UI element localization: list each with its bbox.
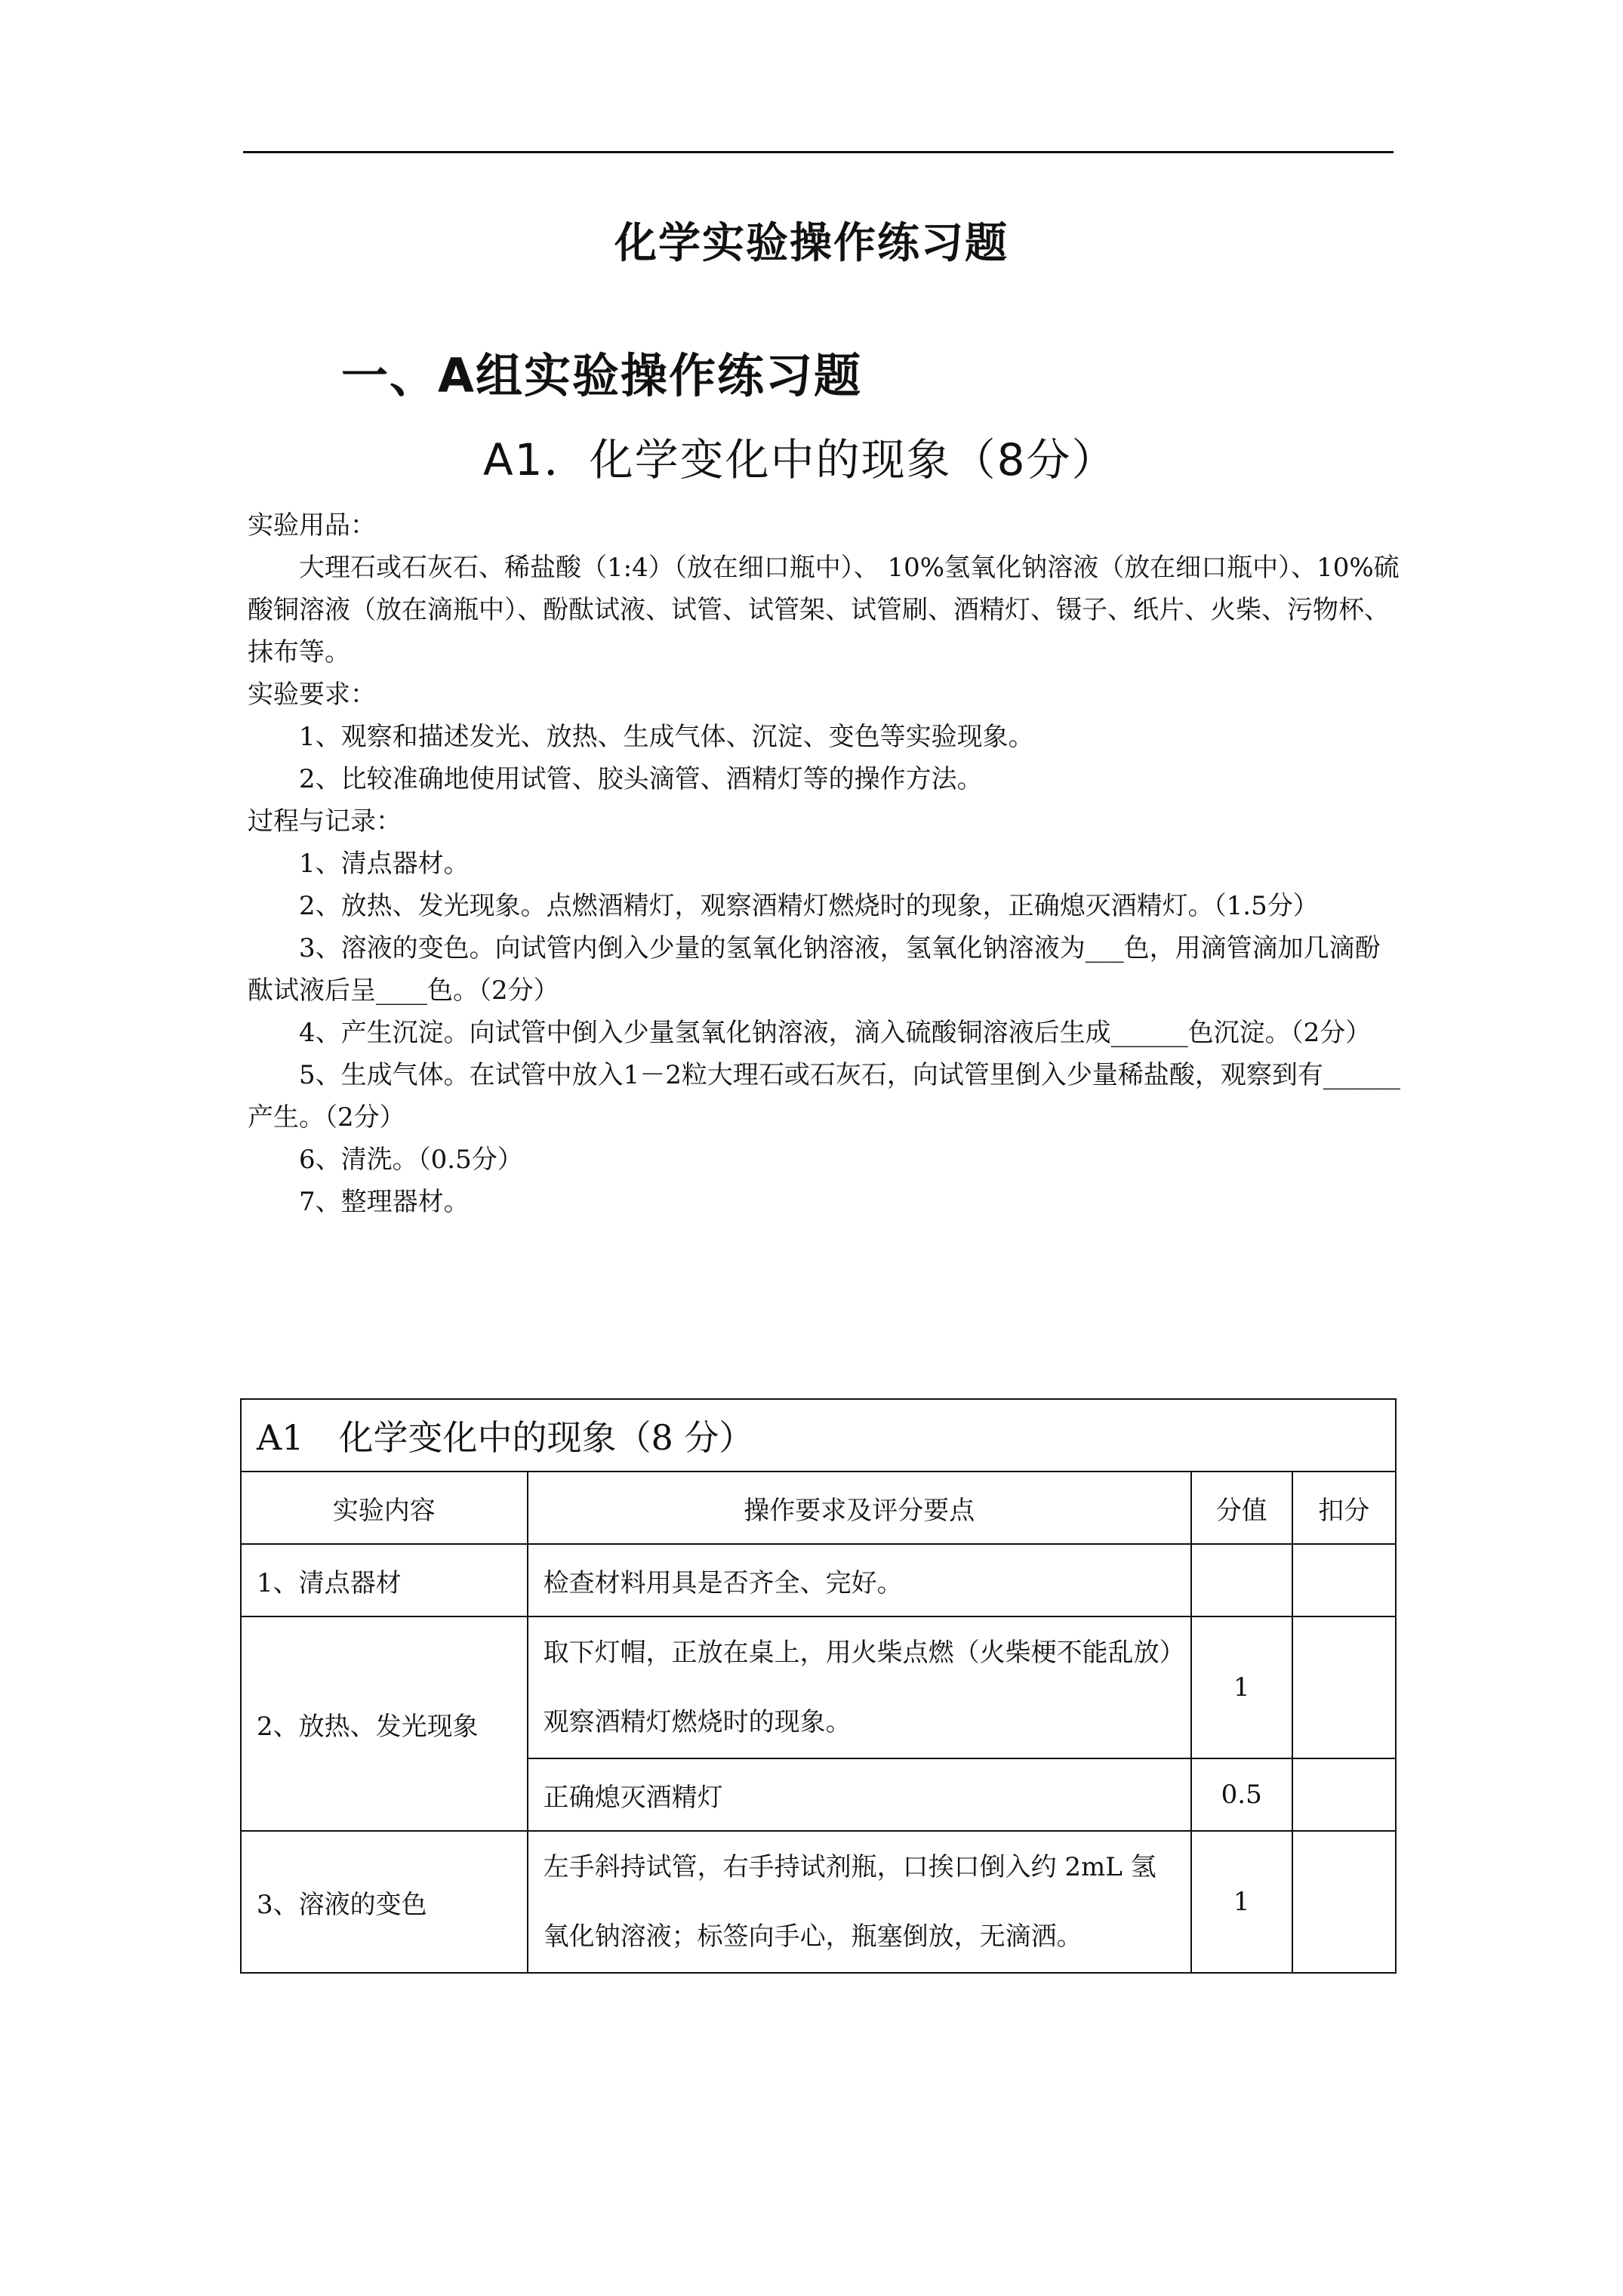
document-title: 化学实验操作练习题 xyxy=(614,219,1009,268)
row-deduct xyxy=(1292,1831,1396,1973)
header-rule xyxy=(243,151,1394,153)
process-item: 2、放热、发光现象。点燃酒精灯，观察酒精灯燃烧时的现象，正确熄灭酒精灯。（1.5分） xyxy=(299,891,1319,921)
process-item: 7、整理器材。 xyxy=(299,1187,470,1217)
table-row xyxy=(241,1544,1396,1616)
row-deduct xyxy=(1292,1616,1396,1758)
table-row xyxy=(241,1831,1396,1973)
requirement-item: 1、观察和描述发光、放热、生成气体、沉淀、变色等实验现象。 xyxy=(299,722,1034,752)
header-requirement: 操作要求及评分要点 xyxy=(528,1472,1191,1544)
row-deduct xyxy=(1292,1758,1396,1831)
scoring-table xyxy=(240,1398,1397,1974)
process-heading: 过程与记录： xyxy=(248,806,402,837)
process-item: 4、产生沉淀。向试管中倒入少量氢氧化钠溶液，滴入硫酸铜溶液后生成______色沉淀。（2分） xyxy=(299,1018,1372,1048)
row-requirement: 检查材料用具是否齐全、完好。 xyxy=(528,1544,1191,1616)
section-title: 一、A组实验操作练习题 xyxy=(341,348,862,403)
header-content: 实验内容 xyxy=(241,1472,528,1544)
row-score xyxy=(1191,1544,1292,1616)
row-requirement: 正确熄灭酒精灯 xyxy=(528,1758,1191,1831)
row-requirement: 取下灯帽，正放在桌上，用火柴点燃（火柴梗不能乱放）观察酒精灯燃烧时的现象。 xyxy=(528,1616,1191,1758)
row-requirement: 左手斜持试管，右手持试剂瓶，口挨口倒入约 2mL 氢氧化钠溶液；标签向手心，瓶塞倒放，无滴洒。 xyxy=(528,1831,1191,1973)
materials-text: 大理石或石灰石、稀盐酸（1:4）（放在细口瓶中）、 10%氢氧化钠溶液（放在细口瓶中）、10%硫酸铜溶液（放在滴瓶中）、酚酞试液、试管、试管架、试管刷、酒精灯、镊子、纸片、火柴、污物杯、抹布等。 xyxy=(248,553,1400,667)
header-score: 分值 xyxy=(1191,1472,1292,1544)
row-deduct xyxy=(1292,1544,1396,1616)
row-score: 0.5 xyxy=(1191,1758,1292,1831)
header-deduct: 扣分 xyxy=(1292,1472,1396,1544)
row-content: 2、放热、发光现象 xyxy=(241,1616,528,1831)
row-score: 1 xyxy=(1191,1831,1292,1973)
process-item: 3、溶液的变色。向试管内倒入少量的氢氧化钠溶液，氢氧化钠溶液为___色，用滴管滴加几滴酚酞试液后呈____色。（2分） xyxy=(248,933,1381,1006)
process-item: 6、清洗。（0.5分） xyxy=(299,1145,523,1175)
requirements-heading: 实验要求： xyxy=(248,680,376,710)
table-caption: A1 化学变化中的现象（8 分） xyxy=(241,1399,1396,1472)
table-header-row xyxy=(241,1472,1396,1544)
process-item: 1、清点器材。 xyxy=(299,849,470,879)
process-item: 5、生成气体。在试管中放入1－2粒大理石或石灰石，向试管里倒入少量稀盐酸，观察到有______产生。（2分） xyxy=(248,1060,1400,1133)
experiment-title: A1．化学变化中的现象（8分） xyxy=(483,434,1117,485)
row-content: 3、溶液的变色 xyxy=(241,1831,528,1973)
materials-heading: 实验用品： xyxy=(248,510,376,541)
requirement-item: 2、比较准确地使用试管、胶头滴管、酒精灯等的操作方法。 xyxy=(299,764,983,794)
row-score: 1 xyxy=(1191,1616,1292,1758)
table-row xyxy=(241,1616,1396,1758)
row-content: 1、清点器材 xyxy=(241,1544,528,1616)
experiment-body xyxy=(248,504,1403,1223)
